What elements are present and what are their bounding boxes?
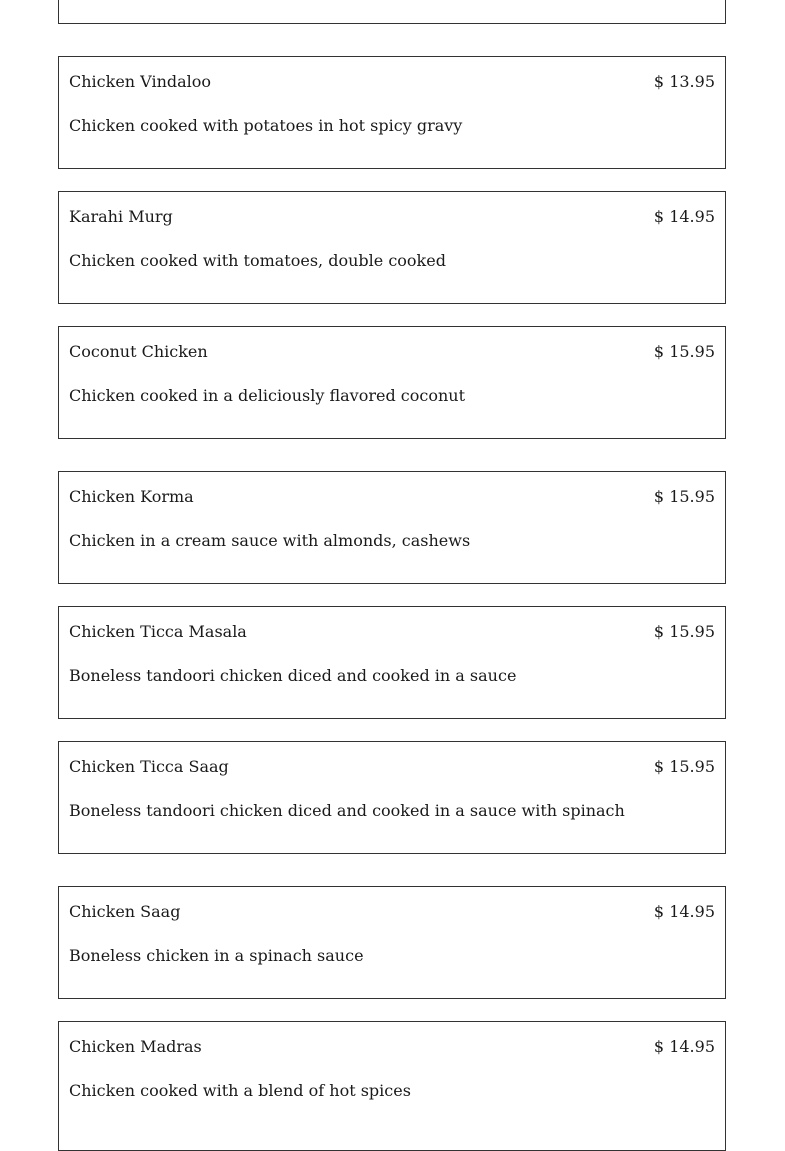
menu-item-description: Boneless tandoori chicken diced and cooked in a sauce with spinach <box>69 801 625 820</box>
menu-item-name: Karahi Murg <box>69 207 173 226</box>
menu-item-name: Chicken Ticca Saag <box>69 757 229 776</box>
menu-item-price: $ 15.95 <box>653 342 715 361</box>
menu-item-card <box>58 606 726 719</box>
menu-item-card <box>58 326 726 439</box>
menu-item-price: $ 14.95 <box>653 902 715 921</box>
menu-item-price: $ 14.95 <box>653 207 715 226</box>
menu-item-price: $ 15.95 <box>653 487 715 506</box>
menu-item-price: $ 15.95 <box>653 757 715 776</box>
menu-item-name: Chicken Madras <box>69 1037 202 1056</box>
menu-item-card <box>58 471 726 584</box>
menu-item-description: Boneless tandoori chicken diced and cooked in a sauce <box>69 666 517 685</box>
menu-item-name: Chicken Korma <box>69 487 194 506</box>
menu-item-price: $ 15.95 <box>653 622 715 641</box>
menu-item-card <box>58 1021 726 1151</box>
menu-item-description: Chicken cooked with potatoes in hot spicy gravy <box>69 116 463 135</box>
menu-item-name: Chicken Saag <box>69 902 181 921</box>
menu-item-description: Chicken cooked with tomatoes, double cooked <box>69 251 446 270</box>
menu-item-name: Coconut Chicken <box>69 342 208 361</box>
menu-item-card <box>58 886 726 999</box>
menu-item-card <box>58 191 726 304</box>
menu-item-price: $ 13.95 <box>653 72 715 91</box>
menu-item-description: Chicken cooked with a blend of hot spices <box>69 1081 411 1100</box>
menu-item-name: Chicken Vindaloo <box>69 72 212 91</box>
menu-item-price: $ 14.95 <box>653 1037 715 1056</box>
menu-item-description: Chicken cooked in a deliciously flavored coconut <box>69 386 465 405</box>
menu-item-description: Chicken in a cream sauce with almonds, cashews <box>69 531 471 550</box>
menu-item-card <box>58 741 726 854</box>
menu-item-name: Chicken Ticca Masala <box>69 622 247 641</box>
menu-item-description: Boneless chicken in a spinach sauce <box>69 946 364 965</box>
menu-item-card-partial <box>58 0 726 24</box>
menu-item-card <box>58 56 726 169</box>
